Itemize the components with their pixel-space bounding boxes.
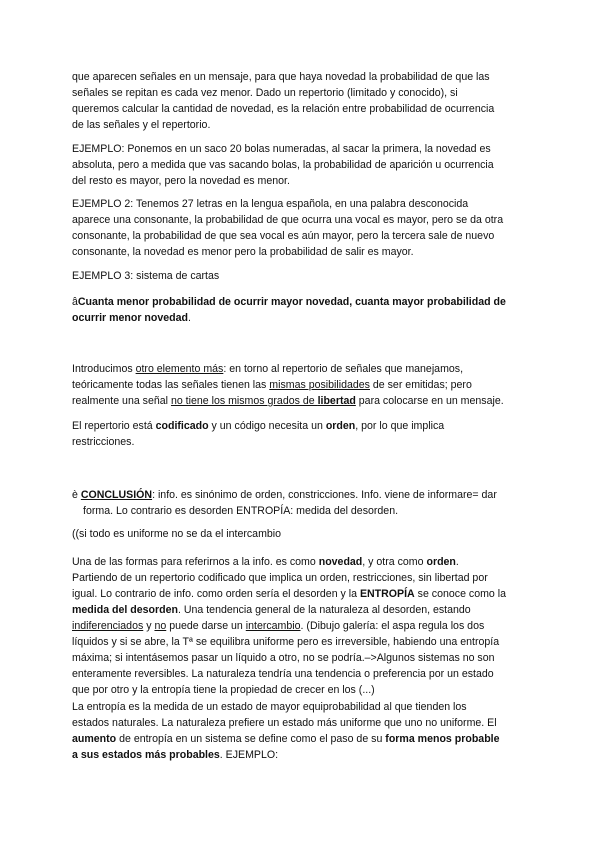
text-line: indiferenciados y no puede darse un intercambio. (Dibujo galería: el aspa regula los dos (72, 620, 485, 632)
text-line: a sus estados más probables. EJEMPLO: (72, 749, 279, 761)
text-line: EJEMPLO 3: sistema de cartas (72, 270, 220, 282)
underlined-text: libertad (317, 395, 356, 407)
underlined-text: otro elemento más (135, 363, 224, 375)
text-line: Introducimos otro elemento más: en torno al repertorio de señales que manejamos, (72, 363, 464, 375)
text-line: medida del desorden. Una tendencia general de la naturaleza al desorden, estando (72, 604, 471, 616)
text-line: de las señales y el repertorio. (72, 119, 211, 131)
underlined-text: mismas posibilidades (269, 379, 370, 391)
bullet-glyph: â (72, 296, 78, 308)
text-line: consonante, la novedad es menor pero la probabilidad de salir es mayor. (72, 246, 414, 258)
text-line: aumento de entropía en un sistema se define como el paso de su forma menos probable (72, 733, 500, 745)
text-line: è CONCLUSIÓN: info. es sinónimo de orden, constricciones. Info. viene de informare= dar (72, 489, 497, 501)
paragraph-ejemplo-1 (72, 141, 532, 189)
paragraph-uniforme (72, 526, 532, 542)
bold-text: ocurrir menor novedad (72, 312, 188, 324)
text-line: aparece una consonante, la probabilidad de que ocurra una vocal es mayor, pero se da otra (72, 214, 504, 226)
text-line: restricciones. (72, 436, 135, 448)
underlined-text: no tiene los mismos grados de (170, 395, 318, 407)
text-line: ((si todo es uniforme no se da el intercambio (72, 528, 282, 540)
conclusion-heading: CONCLUSIÓN (80, 489, 153, 501)
text-line: ocurrir menor novedad. (72, 312, 191, 324)
text-line: igual. Lo contrario de info. como orden sería el desorden y la ENTROPÍA se conoce como la (72, 588, 506, 600)
paragraph-novedad (72, 69, 532, 133)
paragraph-conclusion (72, 487, 532, 519)
text-line: líquidos y si se abre, la Tª se equilibra uniforme pero es irreversible, habiendo una entropía (72, 636, 500, 648)
text-line: máxima; si intentásemos pasar un líquido a otro, no se podría.–>Algunos sistemas no son (72, 652, 495, 664)
text-line: absoluta, pero a medida que vas sacando bolas, la probabilidad de aparición u ocurrencia (72, 159, 494, 171)
text-line: señales se repitan es cada vez menor. Dado un repertorio (limitado y conocido), si (72, 87, 458, 99)
text-line: del resto es mayor, pero la novedad es menor. (72, 175, 290, 187)
paragraph-formas-info (72, 554, 532, 698)
text-line: Una de las formas para referirnos a la info. es como novedad, y otra como orden. (72, 556, 459, 568)
bold-rule-paragraph (72, 294, 532, 326)
text-line: forma. Lo contrario es desorden ENTROPÍA: medida del desorden. (83, 505, 399, 517)
text-line: consonante, la probabilidad de que sea vocal es aún mayor, pero la tercera sale de nuevo (72, 230, 495, 242)
text-line: EJEMPLO: Ponemos en un saco 20 bolas numeradas, al sacar la primera, la novedad es (72, 143, 491, 155)
bold-text: Cuanta menor probabilidad de ocurrir mayor novedad, cuanta mayor probabilidad de (77, 296, 506, 308)
paragraph-ejemplo-3 (72, 268, 532, 284)
text-line: que por otro y la entropía tiene la propiedad de crecer en los (...) (72, 684, 375, 696)
paragraph-intro (72, 361, 532, 409)
text-line: que aparecen señales en un mensaje, para que haya novedad la probabilidad de que las (72, 71, 490, 83)
paragraph-repertorio (72, 418, 532, 450)
text-line (72, 294, 532, 310)
text-line: Partiendo de un repertorio codificado que implica un orden, restricciones, sin libertad por (72, 572, 488, 584)
text-line: teóricamente todas las señales tienen las mismas posibilidades de ser emitidas; pero (72, 379, 472, 391)
bullet-glyph: è (72, 489, 81, 501)
text-line: El repertorio está codificado y un código necesita un orden, por lo que implica (72, 420, 445, 432)
text-line: realmente una señal no tiene los mismos grados de libertad para colocarse en un mensaje. (72, 395, 504, 407)
text-line: queremos calcular la cantidad de novedad, es la relación entre probabilidad de ocurrencia (72, 103, 495, 115)
text-line: enteramente reversibles. La naturaleza tendría una tendencia o preferencia por un estado (72, 668, 494, 680)
text-line: La entropía es la medida de un estado de mayor equiprobabilidad al que tienden los (72, 701, 467, 713)
text-line: estados naturales. La naturaleza prefiere un estado más uniforme que uno no uniforme. El (72, 717, 497, 729)
text-line: EJEMPLO 2: Tenemos 27 letras en la lengua española, en una palabra desconocida (72, 198, 469, 210)
paragraph-ejemplo-2 (72, 196, 532, 260)
paragraph-entropia (72, 699, 532, 763)
